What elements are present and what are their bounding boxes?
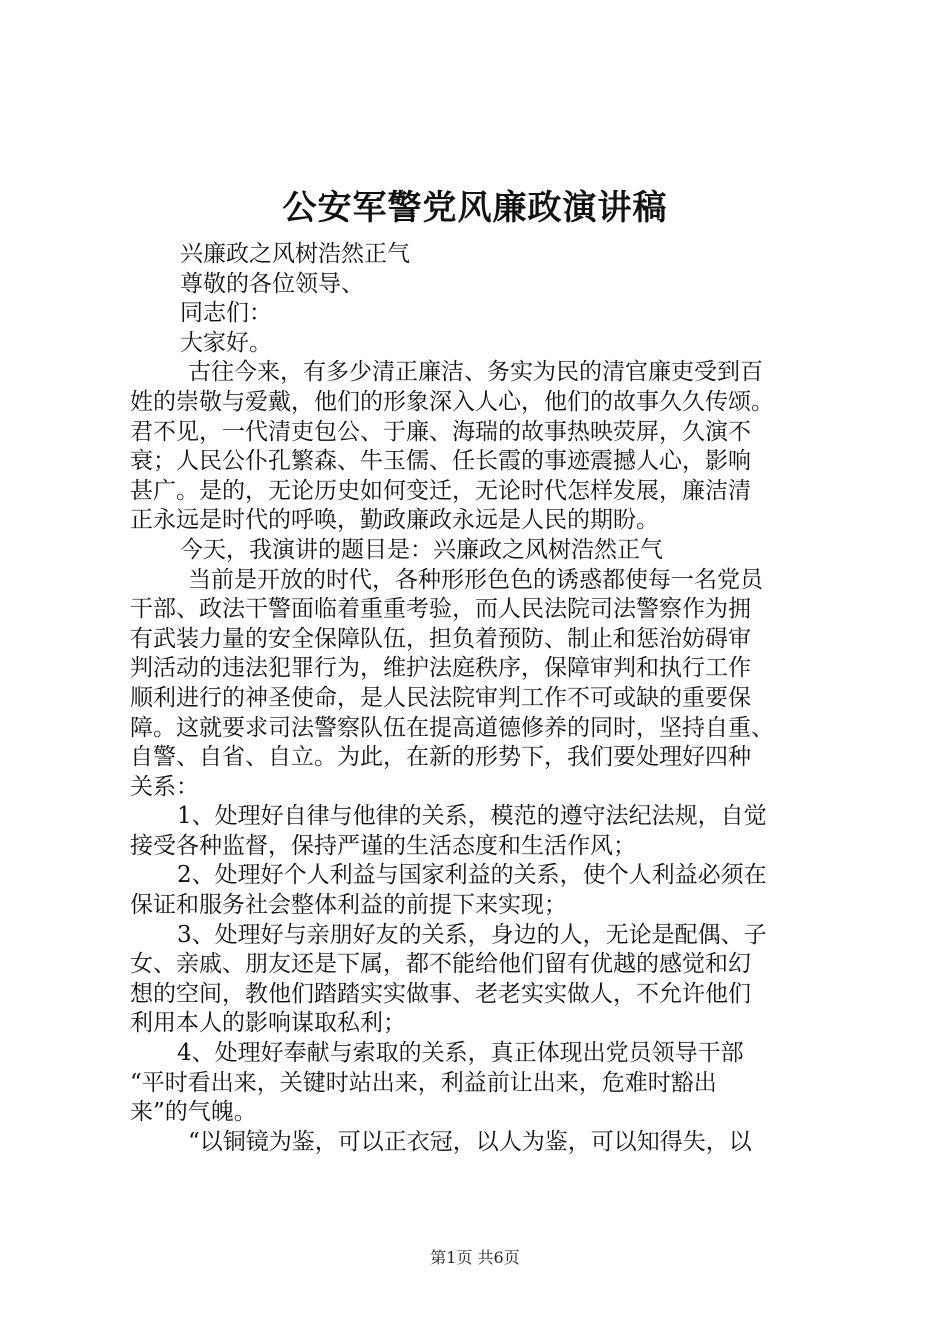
text-line: 古往今来，有多少清正廉洁、务实为民的清官廉吏受到百 — [188, 359, 763, 386]
text-line: 关系： — [130, 773, 199, 800]
page-title: 公安军警党风廉政演讲稿 — [282, 188, 668, 228]
text-line: 姓的崇敬与爱戴，他们的形象深入人心，他们的故事久久传颂。 — [130, 388, 774, 415]
text-line: 正永远是时代的呼唤，勤政廉政永远是人民的期盼。 — [130, 507, 659, 534]
text-line: 大家好。 — [180, 329, 272, 356]
text-line: 3、处理好与亲朋好友的关系，身边的人，无论是配偶、子 — [177, 921, 767, 948]
text-line: 想的空间，教他们踏踏实实做事、老老实实做人，不允许他们 — [130, 980, 751, 1007]
text-line: 保证和服务社会整体利益的前提下来实现； — [130, 892, 567, 919]
text-line: 2、处理好个人利益与国家利益的关系，使个人利益必须在 — [177, 862, 767, 889]
text-line: 判活动的违法犯罪行为，维护法庭秩序，保障审判和执行工作 — [130, 655, 751, 682]
text-line: 干部、政法干警面临着重重考验，而人民法院司法警察作为拥 — [130, 596, 751, 623]
text-line: 有武装力量的安全保障队伍，担负着预防、制止和惩治妨碍审 — [130, 625, 751, 652]
text-line: 来”的气魄。 — [130, 1099, 257, 1126]
text-line: 4、处理好奉献与索取的关系，真正体现出党员领导干部 — [177, 1040, 744, 1067]
text-line: 自警、自省、自立。为此，在新的形势下，我们要处理好四种 — [130, 744, 751, 771]
text-line: 接受各种监督，保持严谨的生活态度和生活作风； — [130, 832, 636, 859]
text-line: 兴廉政之风树浩然正气 — [180, 241, 410, 267]
text-line: 同志们： — [180, 300, 272, 327]
text-line: 君不见，一代清吏包公、于廉、海瑞的故事热映荧屏，久演不 — [130, 418, 751, 445]
text-line: 衰；人民公仆孔繁森、牛玉儒、任长霞的事迹震撼人心，影响 — [130, 448, 751, 475]
text-line: 尊敬的各位领导、 — [180, 270, 364, 297]
text-line: “以铜镜为鉴，可以正衣冠，以人为鉴，可以知得失，以 — [188, 1128, 752, 1155]
text-line: 女、亲戚、朋友还是下属，都不能给他们留有优越的感觉和幻 — [130, 951, 751, 978]
text-line: 当前是开放的时代，各种形形色色的诱惑都使每一名党员 — [188, 566, 763, 593]
document-body — [130, 240, 835, 1157]
page-footer: 第1页 共6页 — [430, 1248, 520, 1267]
text-line: 今天，我演讲的题目是：兴廉政之风树浩然正气 — [180, 536, 663, 563]
text-line: 顺利进行的神圣使命，是人民法院审判工作不可或缺的重要保 — [130, 684, 751, 711]
text-line: “平时看出来，关键时站出来，利益前让出来，危难时豁出 — [130, 1069, 717, 1096]
text-line: 甚广。是的，无论历史如何变迁，无论时代怎样发展，廉洁清 — [130, 477, 751, 504]
text-line: 障。这就要求司法警察队伍在提高道德修养的同时，坚持自重、 — [130, 714, 774, 741]
text-line: 利用本人的影响谋取私利； — [130, 1010, 406, 1037]
text-line: 1、处理好自律与他律的关系，模范的遵守法纪法规，自觉 — [177, 803, 767, 830]
